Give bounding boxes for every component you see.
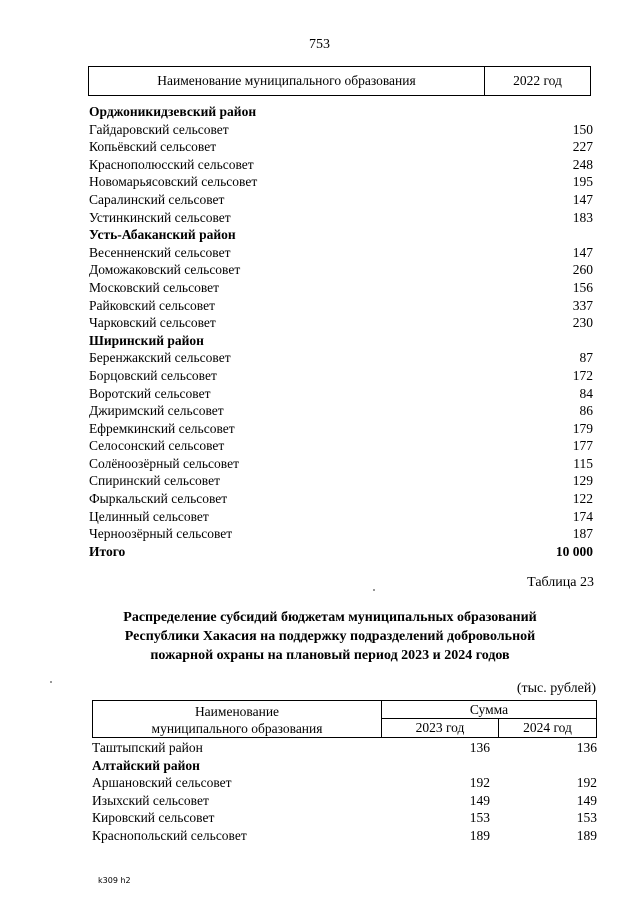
scan-speck bbox=[50, 681, 52, 683]
row-value-2023: 153 bbox=[469, 810, 490, 825]
table2-row bbox=[92, 792, 597, 810]
row-value-2024: 136 bbox=[576, 740, 597, 755]
row-value: 187 bbox=[572, 526, 593, 542]
row-name: Беренжакский сельсовет bbox=[89, 350, 231, 366]
row-name: Новомарьясовский сельсовет bbox=[89, 174, 258, 190]
row-value-2023: 136 bbox=[469, 740, 490, 755]
table1-section-row bbox=[89, 103, 593, 121]
row-name: Устинкинский сельсовет bbox=[89, 209, 231, 225]
table1-row bbox=[89, 279, 593, 297]
table1-row bbox=[89, 525, 593, 543]
table1-row bbox=[89, 420, 593, 438]
table2-header-2024: 2024 год bbox=[523, 720, 572, 735]
table1-section-row bbox=[89, 332, 593, 350]
table2-row bbox=[92, 809, 597, 827]
row-name: Изыхский сельсовет bbox=[92, 792, 209, 808]
row-value-2024: 153 bbox=[576, 810, 597, 825]
table2-section-row bbox=[92, 757, 597, 775]
table-title-line: Республики Хакасия на поддержку подразделений добровольной bbox=[124, 629, 536, 644]
row-name: Саралинский сельсовет bbox=[89, 191, 225, 207]
table2-body bbox=[92, 739, 597, 844]
row-name: Краснопольский сельсовет bbox=[92, 827, 247, 843]
table1-row bbox=[89, 490, 593, 508]
table1-body bbox=[89, 103, 593, 560]
row-value: 156 bbox=[572, 279, 593, 295]
table1-row bbox=[89, 367, 593, 385]
row-value: 195 bbox=[572, 174, 593, 190]
row-name: Чарковский сельсовет bbox=[89, 315, 216, 331]
row-value: 183 bbox=[572, 209, 593, 225]
row-value-2023: 192 bbox=[469, 775, 490, 790]
row-value: 84 bbox=[579, 385, 593, 401]
row-value: 86 bbox=[579, 403, 593, 419]
row-name: Фыркальский сельсовет bbox=[89, 491, 228, 507]
row-value-2024: 192 bbox=[576, 775, 597, 790]
scan-speck bbox=[373, 589, 375, 591]
row-name: Весенненский сельсовет bbox=[89, 244, 231, 260]
row-name: Доможаковский сельсовет bbox=[89, 262, 241, 278]
row-value-2023: 149 bbox=[469, 792, 490, 808]
row-name: Таштыпский район bbox=[92, 740, 203, 755]
table1-row bbox=[89, 138, 593, 156]
table1-row bbox=[89, 173, 593, 191]
table1-row bbox=[89, 402, 593, 420]
table1-row bbox=[89, 508, 593, 526]
table-title-line: Распределение субсидий бюджетам муниципальных образований bbox=[123, 610, 537, 625]
table2-header bbox=[92, 700, 597, 738]
table1-row bbox=[89, 297, 593, 315]
table1-row bbox=[89, 314, 593, 332]
table2-header-name bbox=[93, 701, 382, 737]
row-value: 174 bbox=[572, 508, 593, 524]
table1-row bbox=[89, 156, 593, 174]
row-name: Краснополюсский сельсовет bbox=[89, 156, 254, 172]
table1-row bbox=[89, 385, 593, 403]
row-name: Кировский сельсовет bbox=[92, 810, 215, 825]
page-number: 753 bbox=[309, 37, 330, 52]
row-value: 179 bbox=[572, 420, 593, 436]
row-name: Воротский сельсовет bbox=[89, 385, 211, 401]
row-value: 122 bbox=[572, 491, 593, 507]
table2-header-name-line1: Наименование bbox=[194, 704, 280, 719]
row-name: Селосонский сельсовет bbox=[89, 438, 225, 454]
row-value: 172 bbox=[572, 367, 593, 383]
row-value-2024: 149 bbox=[576, 792, 597, 808]
row-value: 230 bbox=[572, 315, 593, 331]
table1-section-row bbox=[89, 543, 593, 561]
table-caption: Таблица 23 bbox=[527, 575, 594, 590]
table2-header-sum: Сумма bbox=[382, 701, 596, 719]
table2-header-name-line2: муниципального образования bbox=[151, 721, 323, 736]
row-value-2023: 189 bbox=[469, 827, 490, 843]
row-name: Целинный сельсовет bbox=[89, 508, 209, 524]
table-title bbox=[80, 608, 580, 665]
table1-row bbox=[89, 244, 593, 262]
row-name: Борцовский сельсовет bbox=[89, 367, 217, 383]
row-name: Джиримский сельсовет bbox=[89, 403, 224, 419]
row-name: Копьёвский сельсовет bbox=[89, 139, 217, 155]
table1-row bbox=[89, 455, 593, 473]
row-name: Ширинский район bbox=[89, 332, 204, 348]
row-name: Итого bbox=[89, 543, 126, 559]
table1-row bbox=[89, 121, 593, 139]
row-value: 115 bbox=[573, 455, 593, 471]
table1-row bbox=[89, 437, 593, 455]
table2-row bbox=[92, 774, 597, 792]
row-value: 227 bbox=[572, 139, 593, 155]
row-name: Гайдаровский сельсовет bbox=[89, 121, 229, 137]
row-name: Усть-Абаканский район bbox=[89, 227, 236, 243]
table1-section-row bbox=[89, 226, 593, 244]
row-value: 87 bbox=[579, 350, 593, 366]
row-value: 150 bbox=[572, 121, 593, 137]
table1-header bbox=[88, 66, 591, 96]
table1-row bbox=[89, 472, 593, 490]
table-title-line: пожарной охраны на плановый период 2023 и 2024 годов bbox=[150, 648, 510, 663]
table1-row bbox=[89, 209, 593, 227]
row-name: Алтайский район bbox=[92, 757, 200, 773]
row-name: Орджоникидзевский район bbox=[89, 104, 257, 119]
row-value: 129 bbox=[572, 473, 593, 489]
row-value: 337 bbox=[572, 297, 593, 313]
table1-row bbox=[89, 261, 593, 279]
row-value: 248 bbox=[572, 156, 593, 172]
row-value: 147 bbox=[572, 244, 593, 260]
row-name: Ефремкинский сельсовет bbox=[89, 420, 235, 436]
row-name: Московский сельсовет bbox=[89, 279, 220, 295]
table1-row bbox=[89, 349, 593, 367]
row-value-2024: 189 bbox=[576, 827, 597, 843]
row-name: Черноозёрный сельсовет bbox=[89, 526, 233, 542]
table2-header-2023: 2023 год bbox=[382, 719, 499, 737]
table2-row bbox=[92, 739, 597, 757]
row-name: Спиринский сельсовет bbox=[89, 473, 220, 489]
units-label: (тыс. рублей) bbox=[516, 681, 596, 696]
footer-code: k309 h2 bbox=[98, 876, 131, 885]
row-value: 147 bbox=[572, 191, 593, 207]
row-name: Райковский сельсовет bbox=[89, 297, 215, 313]
row-value: 10 000 bbox=[555, 543, 593, 559]
row-name: Аршановский сельсовет bbox=[92, 775, 232, 790]
table2-row bbox=[92, 827, 597, 845]
table1-header-year: 2022 год bbox=[513, 73, 562, 88]
row-name: Солёноозёрный сельсовет bbox=[89, 455, 239, 471]
table1-row bbox=[89, 191, 593, 209]
table1-header-name: Наименование муниципального образования bbox=[89, 67, 485, 95]
row-value: 260 bbox=[572, 262, 593, 278]
row-value: 177 bbox=[572, 438, 593, 454]
